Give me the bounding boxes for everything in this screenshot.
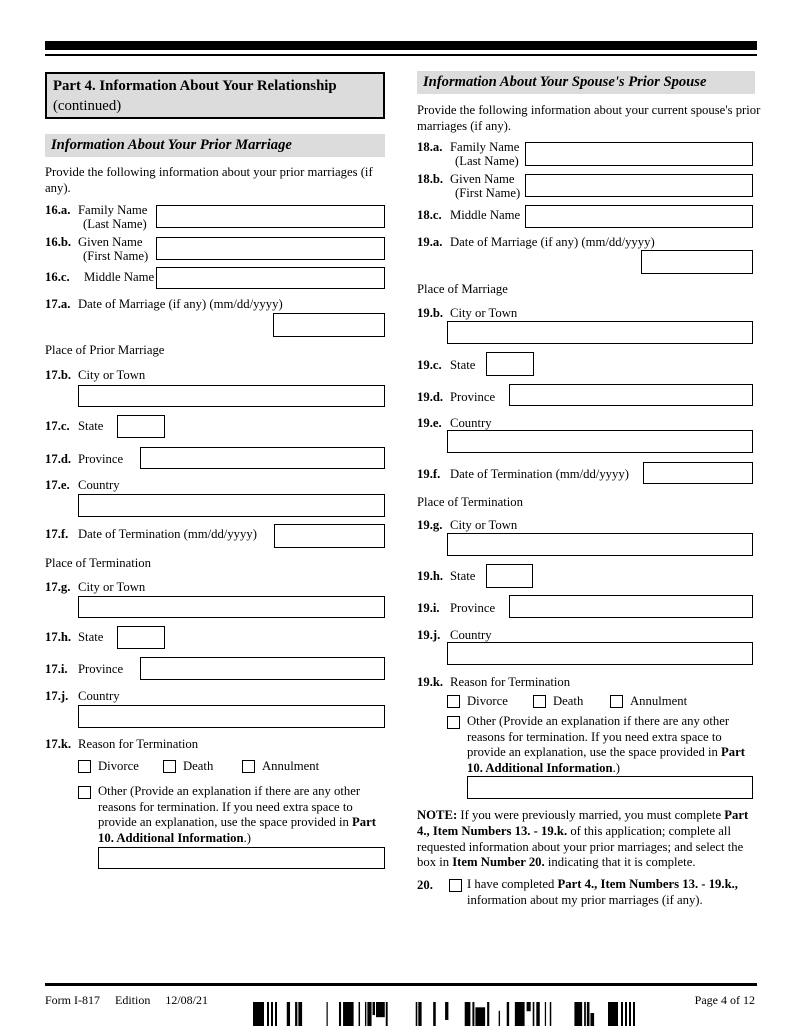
label-17k-divorce: Divorce — [98, 759, 139, 773]
footer-edition-date: 12/08/21 — [165, 993, 209, 1007]
input-19f-date-of-termination[interactable] — [643, 462, 753, 484]
item-18b-label: Given Name — [450, 172, 515, 186]
item-17b-number: 17.b. — [45, 368, 72, 382]
item-19h-number: 19.h. — [417, 569, 444, 583]
item-17k-number: 17.k. — [45, 737, 72, 751]
item-20-bold-1: Part 4., Item Numbers 13. - 19.k., — [557, 877, 738, 891]
part-header-continued: (continued) — [53, 97, 122, 114]
checkbox-17k-annulment[interactable] — [242, 760, 255, 773]
checkbox-19k-annulment[interactable] — [610, 695, 623, 708]
label-17k-other-tail: .) — [243, 830, 251, 845]
input-17a-date-of-marriage[interactable] — [273, 313, 385, 337]
label-19k-other-tail: .) — [612, 760, 620, 775]
item-16b-sublabel: (First Name) — [83, 249, 149, 263]
part-header — [45, 72, 385, 119]
footer-edition-line — [45, 993, 223, 1008]
checkbox-19k-other[interactable] — [447, 716, 460, 729]
section-title-spouse-prior-spouse: Information About Your Spouse's Prior Spouse — [417, 71, 755, 94]
checkbox-17k-other[interactable] — [78, 786, 91, 799]
input-17d-province[interactable] — [140, 447, 385, 469]
item-19b-number: 19.b. — [417, 306, 444, 320]
input-18c-middle-name[interactable] — [525, 205, 753, 228]
checkbox-19k-death[interactable] — [533, 695, 546, 708]
item-17i-number: 17.i. — [45, 662, 68, 676]
input-17b-city-or-town[interactable] — [78, 385, 385, 407]
item-17e-label: Country — [78, 478, 120, 492]
input-19g-city-or-town[interactable] — [447, 533, 753, 556]
item-17j-number: 17.j. — [45, 689, 69, 703]
item-18a-sublabel: (Last Name) — [455, 154, 519, 168]
right-place-of-marriage-label: Place of Marriage — [417, 282, 508, 296]
item-17f-label: Date of Termination (mm/dd/yyyy) — [78, 527, 257, 541]
label-17k-death: Death — [183, 759, 214, 773]
item-19a-number: 19.a. — [417, 235, 443, 249]
item-17e-number: 17.e. — [45, 478, 70, 492]
input-17g-city-or-town[interactable] — [78, 596, 385, 618]
input-18a-family-name[interactable] — [525, 142, 753, 166]
input-17c-state[interactable] — [117, 415, 165, 438]
left-place-of-marriage-label: Place of Prior Marriage — [45, 343, 165, 357]
item-16c-label: Middle Name — [84, 270, 155, 284]
item-18c-number: 18.c. — [417, 208, 442, 222]
input-17e-country[interactable] — [78, 494, 385, 517]
item-20-label — [467, 877, 759, 908]
item-16c-number: 16.c. — [45, 270, 70, 284]
item-17i-label: Province — [78, 662, 124, 676]
input-17j-country[interactable] — [78, 705, 385, 728]
item-18c-label: Middle Name — [450, 208, 521, 222]
item-19a-label: Date of Marriage (if any) (mm/dd/yyyy) — [450, 235, 655, 249]
item-17h-label: State — [78, 630, 104, 644]
input-19j-country[interactable] — [447, 642, 753, 665]
item-19d-label: Province — [450, 390, 496, 404]
item-17a-number: 17.a. — [45, 297, 71, 311]
item-16b-number: 16.b. — [45, 235, 72, 249]
item-19j-number: 19.j. — [417, 628, 441, 642]
item-17k-label: Reason for Termination — [78, 737, 199, 751]
item-16a-label: Family Name — [78, 203, 148, 217]
top-thin-rule — [45, 54, 757, 56]
note-text-2: of this application; complete all requested information about your prior marriages; and select the box in — [417, 823, 744, 870]
item-17f-number: 17.f. — [45, 527, 69, 541]
input-19e-country[interactable] — [447, 430, 753, 453]
input-17f-date-of-termination[interactable] — [274, 524, 385, 548]
item-19g-number: 19.g. — [417, 518, 443, 532]
item-17g-label: City or Town — [78, 580, 146, 594]
checkbox-17k-death[interactable] — [163, 760, 176, 773]
left-place-of-termination-label: Place of Termination — [45, 556, 151, 570]
label-17k-other-text: Other (Provide an explanation if there are any other reasons for termination. If you need extra space to provide an explanation, use the space provided in — [98, 784, 361, 830]
label-19k-other-bold: Part 10. Additional Information — [467, 745, 745, 775]
label-19k-divorce: Divorce — [467, 694, 508, 708]
input-19k-other-explanation[interactable] — [467, 776, 753, 799]
input-16a-family-name[interactable] — [156, 205, 385, 228]
item-17b-label: City or Town — [78, 368, 146, 382]
note-bold-3: Item Number 20. — [452, 855, 545, 870]
note-bold-1: NOTE: — [417, 808, 458, 822]
note-text-3: indicating that it is complete. — [544, 855, 696, 870]
input-17i-province[interactable] — [140, 657, 385, 680]
item-19f-number: 19.f. — [417, 467, 441, 481]
item-16b-label: Given Name — [78, 235, 143, 249]
footer-page-indicator: Page 4 of 12 — [694, 993, 755, 1007]
label-19k-other — [467, 714, 759, 776]
input-16b-given-name[interactable] — [156, 237, 385, 260]
item-19e-label: Country — [450, 416, 492, 430]
input-16c-middle-name[interactable] — [156, 267, 385, 289]
checkbox-20-completed[interactable] — [449, 879, 462, 892]
item-19j-label: Country — [450, 628, 492, 642]
item-17d-label: Province — [78, 452, 124, 466]
item-17j-label: Country — [78, 689, 120, 703]
item-19c-label: State — [450, 358, 476, 372]
item-16a-number: 16.a. — [45, 203, 71, 217]
item-18a-label: Family Name — [450, 140, 520, 154]
item-17g-number: 17.g. — [45, 580, 71, 594]
left-intro-text: Provide the following information about your prior marriages (if any). — [45, 165, 373, 195]
footer-edition-label: Edition — [115, 993, 151, 1007]
checkbox-19k-divorce[interactable] — [447, 695, 460, 708]
footer-rule — [45, 983, 757, 986]
item-17c-number: 17.c. — [45, 419, 70, 433]
item-17d-number: 17.d. — [45, 452, 72, 466]
item-17a-label: Date of Marriage (if any) (mm/dd/yyyy) — [78, 297, 283, 311]
item-19i-label: Province — [450, 601, 496, 615]
item-19e-number: 19.e. — [417, 416, 442, 430]
input-19b-city-or-town[interactable] — [447, 321, 753, 344]
item-19c-number: 19.c. — [417, 358, 442, 372]
item-19d-number: 19.d. — [417, 390, 444, 404]
item-20-text-2: information about my prior marriages (if any). — [467, 892, 703, 907]
checkbox-17k-divorce[interactable] — [78, 760, 91, 773]
top-thick-rule — [45, 41, 757, 50]
barcode — [253, 1002, 641, 1026]
label-17k-annulment: Annulment — [262, 759, 320, 773]
footer-form-number: Form I-817 — [45, 993, 100, 1007]
item-19b-label: City or Town — [450, 306, 518, 320]
item-19h-label: State — [450, 569, 476, 583]
right-intro-text: Provide the following information about your current spouse's prior marriages (if any). — [417, 103, 761, 133]
note-bold-2: Part 4., Item Numbers 13. - 19.k. — [417, 808, 749, 838]
label-17k-other-bold: Part 10. Additional Information — [98, 815, 376, 845]
note-paragraph — [417, 808, 761, 871]
item-19i-number: 19.i. — [417, 601, 440, 615]
right-place-of-termination-label: Place of Termination — [417, 495, 523, 509]
label-17k-other — [98, 784, 388, 846]
item-18b-number: 18.b. — [417, 172, 444, 186]
input-18b-given-name[interactable] — [525, 174, 753, 197]
label-19k-death: Death — [553, 694, 584, 708]
item-18b-sublabel: (First Name) — [455, 186, 521, 200]
input-19c-state[interactable] — [486, 352, 534, 376]
input-19d-province[interactable] — [509, 384, 753, 406]
item-19k-label: Reason for Termination — [450, 675, 571, 689]
item-20-number: 20. — [417, 878, 433, 892]
input-19i-province[interactable] — [509, 595, 753, 618]
item-19k-number: 19.k. — [417, 675, 444, 689]
item-17c-label: State — [78, 419, 104, 433]
item-16a-sublabel: (Last Name) — [83, 217, 147, 231]
item-20-text-1: I have completed — [467, 877, 558, 891]
item-17h-number: 17.h. — [45, 630, 72, 644]
input-17k-other-explanation[interactable] — [98, 847, 385, 869]
label-19k-annulment: Annulment — [630, 694, 688, 708]
section-title-prior-marriage: Information About Your Prior Marriage — [45, 134, 385, 157]
input-19h-state[interactable] — [486, 564, 533, 588]
part-header-title: Part 4. Information About Your Relationship — [53, 78, 337, 94]
label-19k-other-text: Other (Provide an explanation if there are any other reasons for termination. If you need extra space to provide an explanation, use the space provided in — [467, 714, 730, 760]
note-text-1: If you were previously married, you must complete — [457, 808, 725, 822]
item-19f-label: Date of Termination (mm/dd/yyyy) — [450, 467, 629, 481]
item-19g-label: City or Town — [450, 518, 518, 532]
input-17h-state[interactable] — [117, 626, 165, 649]
item-18a-number: 18.a. — [417, 140, 443, 154]
input-19a-date-of-marriage[interactable] — [641, 250, 753, 274]
